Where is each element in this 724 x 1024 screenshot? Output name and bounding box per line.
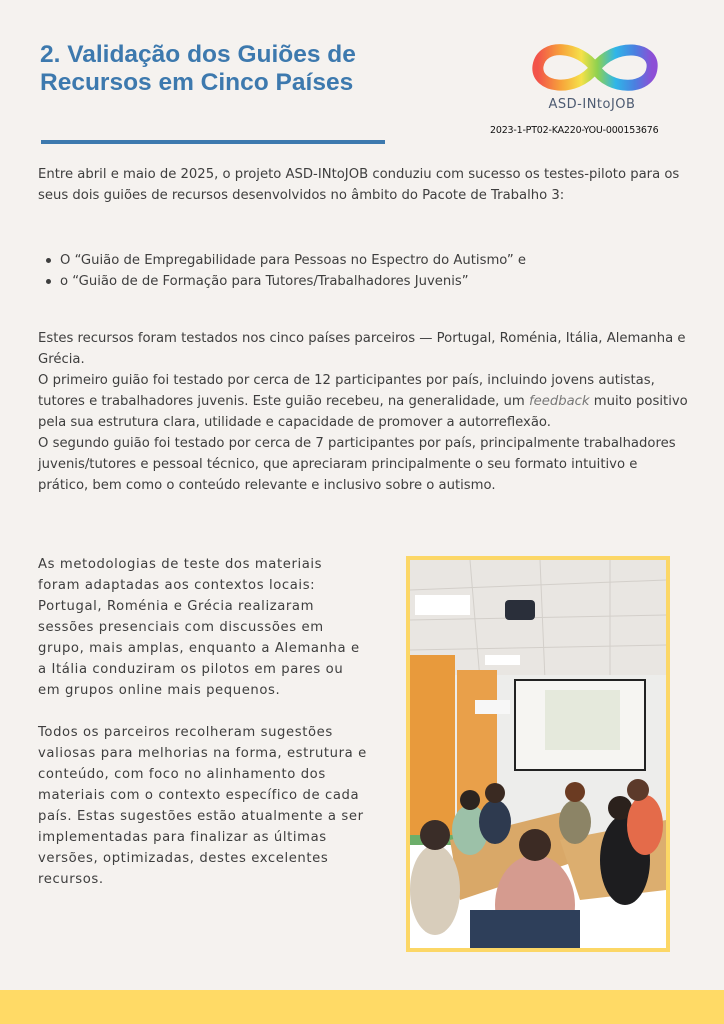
column-text [38,554,368,890]
column-paragraph-2: Todos os parceiros recolheram sugestões valiosas para melhorias na forma, estrutura e conteúdo, com foco no alinhamento dos materiais com o contexto específico de cada país. Estas sugestões estão atualmente a ser implementadas para finalizar as últimas versões, optimizadas, destes excelentes recursos. [38,725,367,887]
body-text [38,328,688,496]
title-line-2: Recursos em Cinco Países [40,69,354,96]
infinity-logo-icon [530,38,660,98]
project-code: 2023-1-PT02-KA220-YOU-000153676 [490,125,659,136]
body-paragraph-3: O segundo guião foi testado por cerca de 7 participantes por país, principalmente trabalhadores juvenis/tutores e pessoal técnico, que apreciaram principalmente o seu formato intuitivo e prático, bem como o conteúdo relevante e inclusivo sobre o autismo. [38,436,676,493]
classroom-photo [410,560,666,948]
list-item: o “Guião de de Formação para Tutores/Trabalhadores Juvenis” [38,271,678,292]
footer-bar [0,990,724,1024]
body-paragraph-2 [38,370,688,433]
title-underline [41,140,385,144]
intro-paragraph: Entre abril e maio de 2025, o projeto ASD-INtoJOB conduziu com sucesso os testes-piloto para os seus dois guiões de recursos desenvolvidos no âmbito do Pacote de Trabalho 3: [38,167,680,203]
column-paragraph-1: As metodologias de teste dos materiais foram adaptadas aos contextos locais: Portugal, Roménia e Grécia realizaram sessões presenciais com discussões em grupo, mais amplas, enquanto a Alemanha e a Itália conduziram os pilotos em pares ou em grupos online mais pequenos. [38,557,360,698]
page-title [40,41,440,97]
emphasis-feedback: feedback [528,394,590,409]
text-span: muito positivo pela sua estrutura clara, utilidade e capacidade de promover a autorreflexão. [38,394,688,430]
title-line-1: 2. Validação dos Guiões de [40,41,356,68]
body-paragraph-1: Estes recursos foram testados nos cinco países parceiros — Portugal, Roménia, Itália, Alemanha e Grécia. [38,331,686,367]
photo-frame [406,556,670,952]
list-item: O “Guião de Empregabilidade para Pessoas no Espectro do Autismo” e [38,250,678,271]
logo-text: ASD-INtoJOB [548,97,636,112]
text-span: O primeiro guião foi testado por cerca de 12 participantes por país, incluindo jovens autistas, tutores e trabalhadores juvenis. Este guião recebeu, na generalidade, um [38,373,655,409]
guides-list [38,250,678,292]
